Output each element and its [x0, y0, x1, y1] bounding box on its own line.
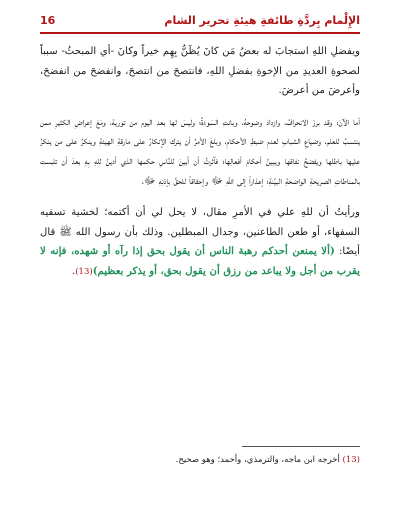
paragraph-1: ويفضلِ اللهِ استجابَ له بعضُ مَن كانَ يُظَنُّ بِهِم خيراً وكانَ -أي المبحثُ- سبباً لصحوةِ العديدِ من الإخوةِ بفضلِ اللهِ، فانتصحَ من انتصحَ، وانفضحَ من انفضحَ، وأعرضَ من أعرضَ. [40, 46, 360, 97]
page-number: 16 [40, 13, 56, 27]
footnote-text: أخرجه ابن ماجه، والترمذي، وأحمد؛ وهو صحيح. [175, 455, 340, 465]
running-header [40, 10, 360, 30]
paragraph-3: ورأيتُ أن للهِ علي في الأمرِ مقال، لا يحل لي أن أكتمه؛ لخشية تسفيه السفهاء، أو طعن الطاعنين، وجدال المبطلين. وذلك بأن رسول الله ﷺ قال أيضًا: (ألا يمنعن أحدكم رهبة الناس أن يقول بحق إذا رآه أو شهده، فإنه لا يقرب من أجل ولا يباعد من رزق أن يقول بحق، أو يذكر بعظيم)(13). [40, 207, 360, 277]
header-divider [40, 32, 360, 34]
hadith-quote: (ألا يمنعن أحدكم رهبة الناس أن يقول بحق إذا رآه أو شهده، فإنه لا يقرب من أجل ولا يباعد من رزق أن يقول بحق، أو يذكر بعظيم) [40, 245, 360, 277]
footnote [40, 453, 360, 467]
footnote-number: (13) [342, 455, 360, 465]
footnote-divider [242, 446, 360, 447]
footnote-reference[interactable]: (13) [75, 266, 93, 277]
paragraph-2: أما الآنَ؛ وقد برزَ الانحرافُ، وازدادَ وضوحهُ، وبانتِ السَوءَةُ؛ وليسَ لها بعد اليوم من تورية، ومَعَ إعراضِ الكثيرِ ممن ينتسبُ للعلم، وضياعِ الشبابِ لعدمِ ضبطِ الأحكامِ، وبلغَ الأمرُ أن يترك الإنكارُ على مارقةِ الهيئةِ وينكرُ على من ينكرُ عليها باطلها ويفضحُ نفاقها ويبينُ أحكامَ أفعالِها؛ فآثرتُ أن أبينَ للنَّاسِ حكمها الذي أدينُ للهِ بِهِ بعدَ أن تلبست بالمناطاتِ الصريحةِ الواضحةِ البيِّنةِ؛ إعذاراً إلى اللهِ ﷻ وإحقاقاً للحقِّ بإذنِهِ ﷻ، [40, 116, 360, 187]
paragraph-3-text: ورأيتُ أن للهِ علي في الأمرِ مقال، لا يحل لي أن أكتمه؛ لخشية تسفيه السفهاء، أو طعن الطاعنين، وجدال المبطلين. وذلك بأن رسول الله ﷺ قال أيضًا: [40, 207, 360, 258]
book-title: الإِلْمام بِردَّةِ طائفةِ هيئةِ تحرير الشام [164, 13, 360, 27]
main-text [40, 42, 360, 283]
